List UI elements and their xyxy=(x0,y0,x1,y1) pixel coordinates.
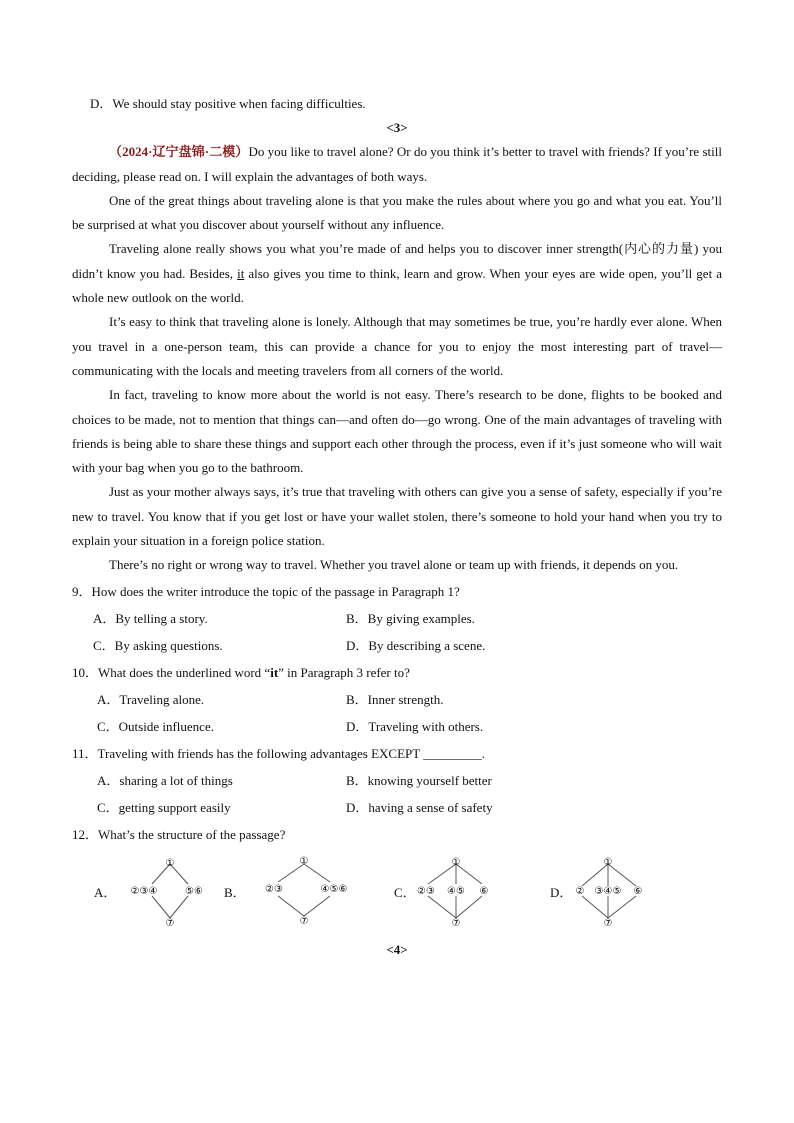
question-12-option-d[interactable] xyxy=(504,854,650,930)
paragraph-3 xyxy=(72,237,722,310)
diagram-c-right: ⑥ xyxy=(479,885,489,897)
question-11-option-b[interactable]: B．knowing yourself better xyxy=(346,772,492,788)
question-11-option-a[interactable]: A．sharing a lot of things xyxy=(97,772,233,788)
paragraph-2: One of the great things about traveling alone is that you make the rules about where you go and what you eat. You’ll be surprised at what you discover about yourself without any influence. xyxy=(72,192,722,233)
section-3-label: <3> xyxy=(386,120,408,136)
question-12-option-c[interactable] xyxy=(358,854,504,930)
question-10-stem-pre: 10．What does the underlined word “ xyxy=(72,664,271,680)
paragraph-7: There’s no right or wrong way to travel. Whether you travel alone or team up with friends, it depends on you. xyxy=(109,557,679,573)
diagram-c-mid: ④⑤ xyxy=(447,885,465,897)
question-9-options-row-1 xyxy=(72,605,722,632)
paragraph-3-text-b: also gives you time to think, learn and grow. When your eyes are wide open, you’ll get a whole new outlook on the world. xyxy=(72,265,722,306)
diagram-a-top: ① xyxy=(165,857,175,869)
question-11-option-d[interactable]: D．having a sense of safety xyxy=(346,799,493,815)
diagram-b-top: ① xyxy=(299,855,309,867)
paragraph-1-text: Do you like to travel alone? Or do you think it’s better to travel with friends? If you’re still deciding, please read on. I will explain the advantages of both ways. xyxy=(72,144,723,184)
question-9-stem: 9．How does the writer introduce the topic of the passage in Paragraph 1? xyxy=(72,583,460,599)
question-10-stem-post: ” in Paragraph 3 refer to? xyxy=(278,664,410,680)
diagram-b-bottom: ⑦ xyxy=(299,915,309,927)
paragraph-3-text-a: Traveling alone really shows you what you’re made of and helps you to discover inner strength(内心的力量) you didn’t know you had. Besides, xyxy=(72,241,722,281)
option-d-label: D． xyxy=(550,885,573,901)
question-12-option-b[interactable] xyxy=(220,854,358,930)
section-4-label: <4> xyxy=(386,941,408,957)
diagram-a-bottom: ⑦ xyxy=(165,917,175,929)
option-b-label: B． xyxy=(224,885,246,901)
diagram-d-top: ① xyxy=(603,856,613,868)
paragraph-4: It’s easy to think that traveling alone is lonely. Although that may sometimes be true, you’re hardly ever alone. When you travel in a one-person team, this can provide a chance for you to enjoy the most interesting part of travel—communicating with the locals and meeting travelers from all corners of the world. xyxy=(72,314,722,378)
question-11-options-row-1 xyxy=(72,767,722,794)
question-12-stem: 12．What’s the structure of the passage? xyxy=(72,826,286,842)
option-c-label: C． xyxy=(394,885,416,901)
question-11-stem: 11．Traveling with friends has the following advantages EXCEPT _________. xyxy=(72,745,485,761)
diagram-a-right: ⑤⑥ xyxy=(185,885,203,897)
underlined-word: it xyxy=(237,265,245,281)
structure-diagram-d xyxy=(570,854,650,930)
question-9-option-b[interactable]: B．By giving examples. xyxy=(346,610,475,626)
structure-diagram-c xyxy=(414,854,504,930)
diagram-b-left: ②③ xyxy=(265,883,283,895)
question-10-stem xyxy=(72,659,722,686)
question-9-option-c[interactable]: C．By asking questions. xyxy=(93,637,223,653)
diagram-c-bottom: ⑦ xyxy=(451,917,461,929)
question-10-option-d[interactable]: D．Traveling with others. xyxy=(346,718,484,734)
structure-diagram-a xyxy=(130,854,220,930)
diagram-d-right: ⑥ xyxy=(633,885,643,897)
question-9-option-a[interactable]: A．By telling a story. xyxy=(93,610,208,626)
diagram-d-bottom: ⑦ xyxy=(603,917,613,929)
diagram-c-top: ① xyxy=(451,856,461,868)
question-10-stem-word: it xyxy=(270,664,279,680)
question-11-option-c[interactable]: C．getting support easily xyxy=(97,799,231,815)
diagram-d-mid: ③④⑤ xyxy=(594,885,622,897)
paragraph-5: In fact, traveling to know more about the world is not easy. There’s research to be done, flights to be booked and choices to be made, not to mention that things can—and often do—go wrong. One of the main advantages of traveling with friends is being able to share these things and support each other through the process, even if it’s just someone who will wait with your bag when you go to the bathroom. xyxy=(72,387,722,476)
paragraph-1 xyxy=(72,140,722,189)
previous-question-option-d: D．We should stay positive when facing difficulties. xyxy=(90,96,366,111)
worksheet-page xyxy=(72,92,722,958)
question-11-options-row-2 xyxy=(72,794,722,821)
option-a-label: A． xyxy=(94,885,117,901)
question-9-option-d[interactable]: D．By describing a scene. xyxy=(346,637,486,653)
question-12-option-a[interactable] xyxy=(72,854,220,930)
diagram-a-left: ②③④ xyxy=(130,885,158,897)
diagram-c-left: ②③ xyxy=(417,885,435,897)
question-10-option-a[interactable]: A．Traveling alone. xyxy=(97,691,205,707)
diagram-d-left: ② xyxy=(575,885,585,897)
question-10-option-b[interactable]: B．Inner strength. xyxy=(346,691,444,707)
diagram-b-right: ④⑤⑥ xyxy=(320,883,348,895)
question-10-options-row-2 xyxy=(72,713,722,740)
source-tag: （2024·辽宁盘锦·二模） xyxy=(109,144,249,160)
question-10-option-c[interactable]: C．Outside influence. xyxy=(97,718,214,734)
question-10-options-row-1 xyxy=(72,686,722,713)
structure-diagram-b xyxy=(254,854,358,930)
question-12-diagrams xyxy=(72,852,722,932)
question-9-options-row-2 xyxy=(72,632,722,659)
paragraph-6: Just as your mother always says, it’s true that traveling with others can give you a sense of safety, especially if you’re new to travel. You know that if you get lost or have your wallet stolen, there’s someone to hold your hand when you try to explain your situation in a foreign police station. xyxy=(72,484,722,549)
